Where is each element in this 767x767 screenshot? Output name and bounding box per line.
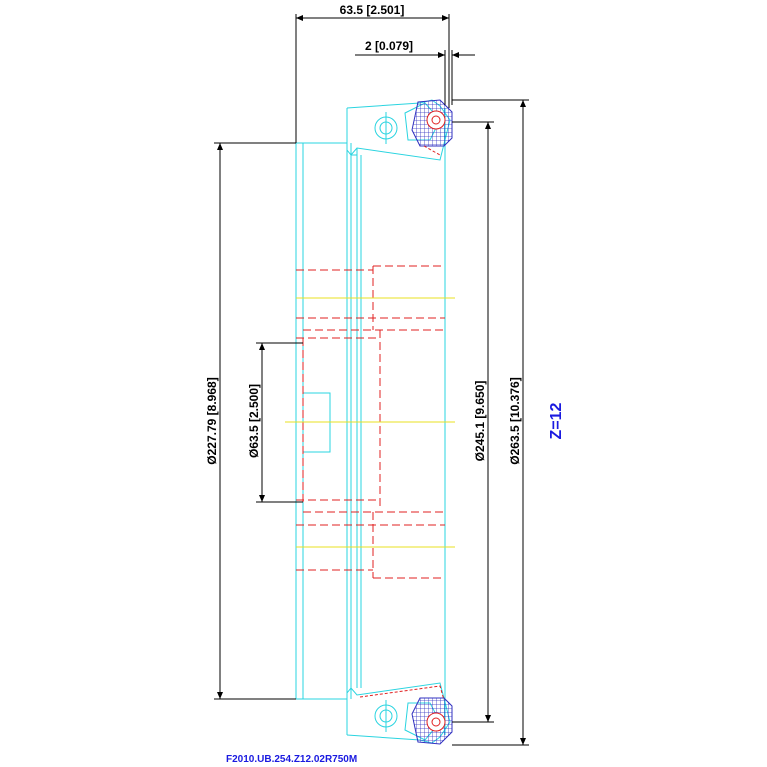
dim-outer: Ø263.5 [10.376] [508, 377, 522, 465]
dim-hub: Ø63.5 [2.500] [247, 383, 261, 459]
top-chain-roller [412, 100, 452, 155]
dim-width-top: 63.5 [2.501] [339, 3, 405, 17]
dim-gap-top: 2 [0.079] [364, 39, 414, 53]
teeth-count-label: Z=12 [548, 402, 565, 440]
dim-bore-left: Ø227.79 [8.968] [205, 377, 219, 465]
dim-pitch: Ø245.1 [9.650] [473, 380, 487, 462]
part-code: F2010.UB.254.Z12.02R750M [226, 754, 358, 765]
bottom-chain-roller [360, 686, 452, 744]
dimension-lines [214, 14, 529, 745]
center-lines [285, 298, 455, 547]
